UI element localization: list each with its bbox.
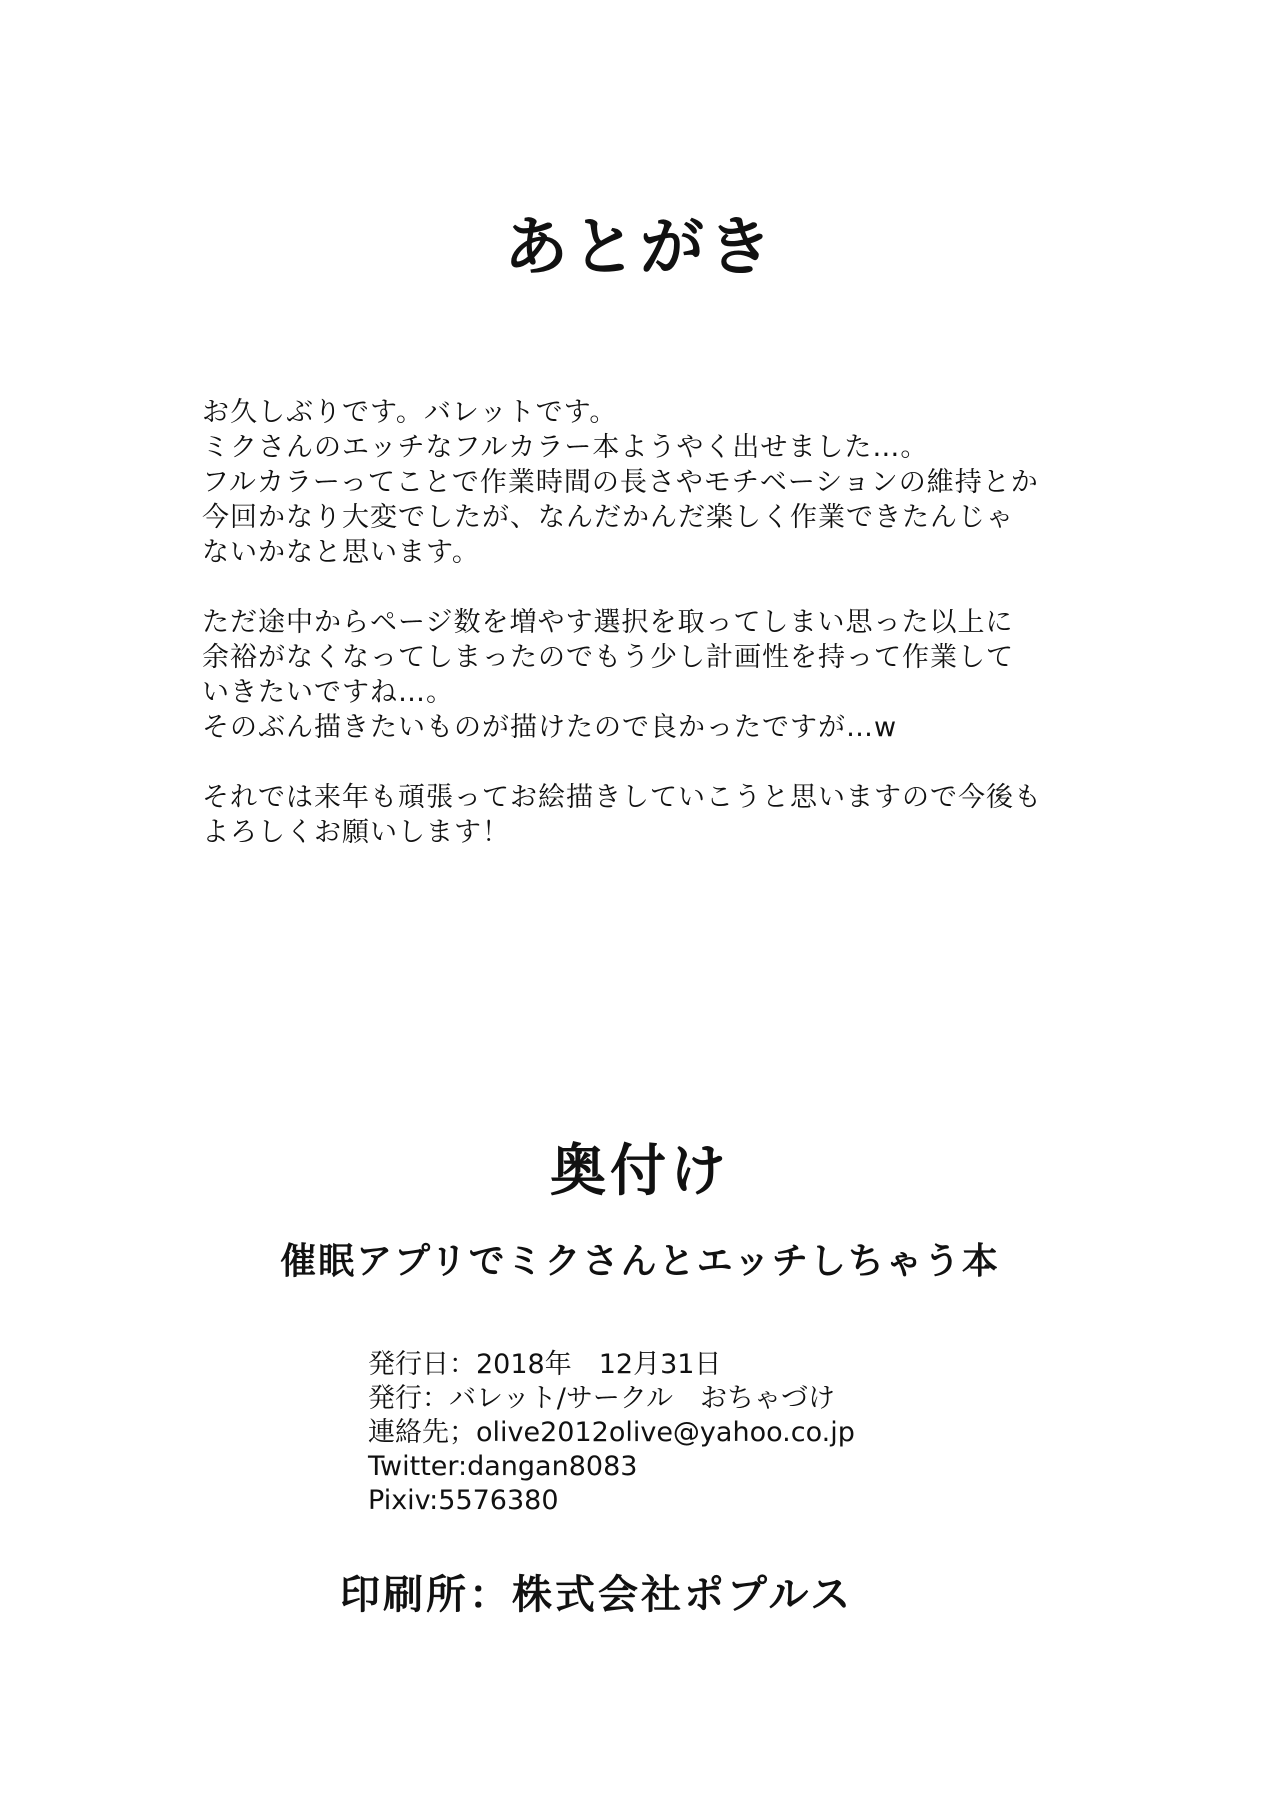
afterword-line: それでは来年も頑張ってお絵描きしていこうと思いますので今後も — [202, 782, 1042, 813]
afterword-line: お久しぶりです。バレットです。 — [202, 397, 618, 428]
afterword-line: フルカラーってことで作業時間の長さやモチベーションの維持とか — [202, 467, 1039, 498]
afterword-line: よろしくお願いします！ — [202, 817, 510, 848]
afterword-line: ただ途中からページ数を増やす選択を取ってしまい思った以上に — [202, 607, 1014, 638]
book-title: 催眠アプリでミクさんとエッチしちゃう本 — [280, 1240, 1000, 1282]
publisher: 発行：バレット/サークル おちゃづけ — [368, 1383, 836, 1414]
afterword-line: そのぶん描きたいものが描けたので良かったですが…w — [202, 712, 898, 743]
contact-email: 連絡先；olive2012olive@yahoo.co.jp — [368, 1417, 855, 1448]
afterword-blank-line — [202, 570, 1122, 605]
afterword-line: いきたいですね…。 — [202, 677, 454, 708]
afterword-blank-line — [202, 745, 1122, 780]
afterword-line: 今回かなり大変でしたが、なんだかんだ楽しく作業できたんじゃ — [202, 502, 1014, 533]
afterword-title: あとがき — [504, 210, 776, 285]
printer-line: 印刷所：株式会社ポプルス — [340, 1572, 854, 1618]
afterword-body — [202, 395, 1122, 850]
publication-date: 発行日：2018年 12月31日 — [368, 1349, 722, 1380]
colophon-title: 奥付け — [550, 1138, 730, 1204]
publication-details — [368, 1348, 855, 1518]
twitter-handle: Twitter:dangan8083 — [368, 1451, 638, 1482]
pixiv-id: Pixiv:5576380 — [368, 1485, 559, 1516]
afterword-line: ないかなと思います。 — [202, 537, 480, 568]
afterword-line: ミクさんのエッチなフルカラー本ようやく出せました…。 — [202, 432, 929, 463]
afterword-line: 余裕がなくなってしまったのでもう少し計画性を持って作業して — [202, 642, 1014, 673]
